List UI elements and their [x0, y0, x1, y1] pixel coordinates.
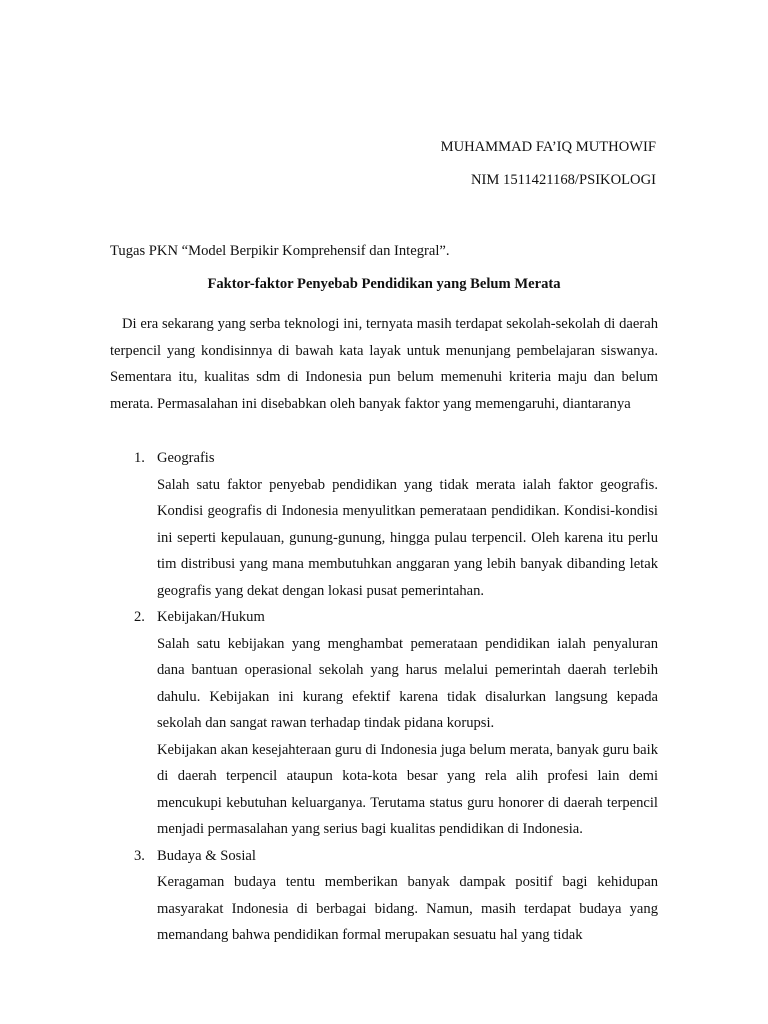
student-id: NIM 1511421168/PSIKOLOGI — [471, 172, 656, 188]
item-paragraph: Kebijakan akan kesejahteraan guru di Indonesia juga belum merata, banyak guru baik di daerah terpencil ataupun kota-kota besar yang rela alih profesi lain demi mencukupi kebutuhan keluarganya. Terutama status guru honorer di daerah terpencil menjadi permasalahan yang serius bagi kualitas pendidikan di Indonesia. — [157, 741, 658, 837]
item-number: 1. — [134, 450, 145, 466]
item-heading: Geografis — [157, 450, 215, 466]
item-paragraph: Salah satu faktor penyebab pendidikan yang tidak merata ialah faktor geografis. Kondisi geografis di Indonesia menyulitkan pemerataan pendidikan. Kondisi-kondisi ini seperti kepulauan, gunung-gunung, hingga pulau terpencil. Oleh karena itu perlu tim distribusi yang mana membutuhkan anggaran yang lebih banyak dibanding letak geografis yang dekat dengan lokasi pusat pemerintahan. — [157, 476, 658, 599]
factor-list — [110, 445, 658, 949]
list-item — [110, 445, 658, 604]
item-number: 3. — [134, 847, 145, 864]
assignment-line: Tugas PKN “Model Berpikir Komprehensif dan Integral”. — [110, 243, 450, 259]
item-number: 2. — [134, 609, 145, 625]
item-paragraph: Keragaman budaya tentu memberikan banyak dampak positif bagi kehidupan masyarakat Indonesia di berbagai bidang. Namun, masih terdapat budaya yang memandang bahwa pendidikan formal merupakan sesuatu hal yang tidak — [157, 874, 658, 943]
document-title: Faktor-faktor Penyebab Pendidikan yang Belum Merata — [207, 276, 561, 292]
item-heading: Budaya & Sosial — [157, 847, 256, 864]
list-item — [110, 604, 658, 843]
author-name: MUHAMMAD FA’IQ MUTHOWIF — [440, 139, 656, 155]
item-heading: Kebijakan/Hukum — [157, 609, 265, 625]
intro-paragraph: Di era sekarang yang serba teknologi ini, ternyata masih terdapat sekolah-sekolah di daerah terpencil yang kondisinnya di bawah kata layak untuk menunjang pembelajaran siswanya. Sementara itu, kualitas sdm di Indonesia pun belum memenuhi kriteria maju dan belum merata. Permasalahan ini disebabkan oleh banyak faktor yang memengaruhi, diantaranya — [110, 316, 658, 412]
list-item — [110, 843, 658, 949]
item-paragraph: Salah satu kebijakan yang menghambat pemerataan pendidikan ialah penyaluran dana bantuan operasional sekolah yang harus melalui pemerintah daerah terlebih dahulu. Kebijakan ini kurang efektif karena tidak disalurkan langsung kepada sekolah dan sangat rawan terhadap tindak pidana korupsi. — [157, 635, 658, 731]
